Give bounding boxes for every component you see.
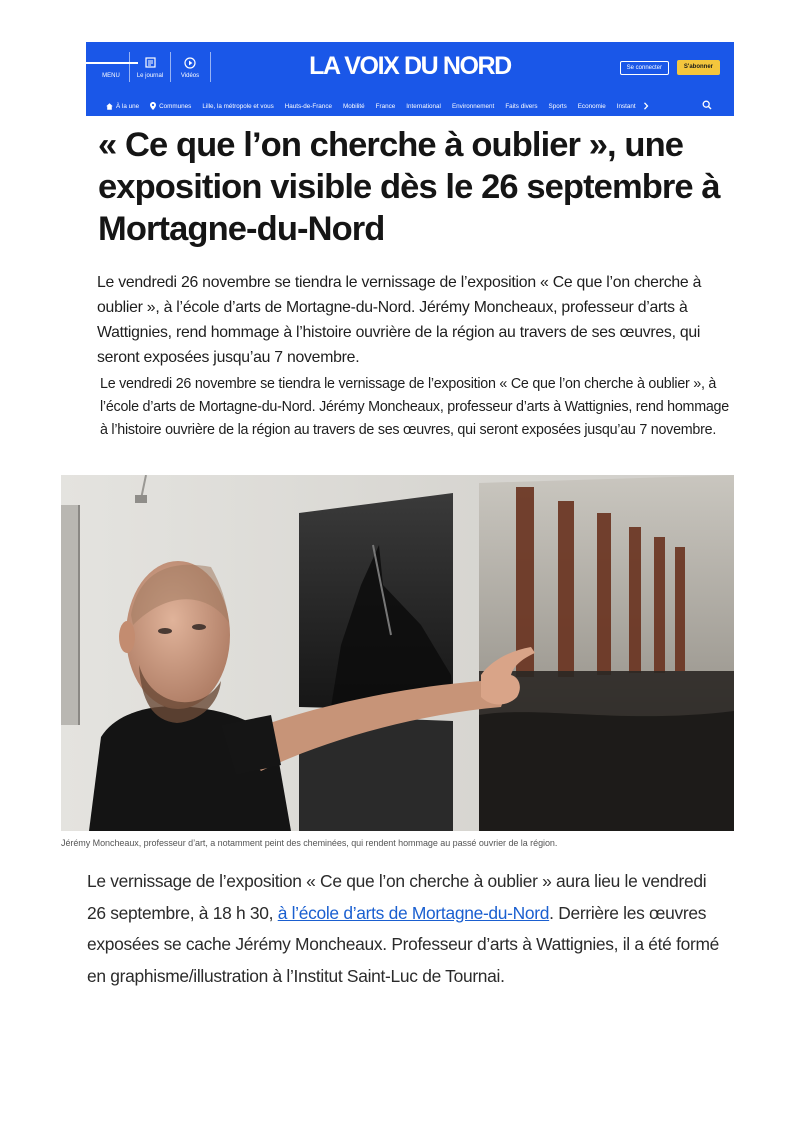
header-top-bar	[86, 42, 734, 92]
main-nav	[86, 96, 734, 116]
nav-item-lille[interactable]	[202, 103, 273, 110]
school-link[interactable]: à l’école d’arts de Mortagne-du-Nord	[277, 902, 550, 923]
site-header	[86, 42, 734, 116]
nav-item-label: Lille, la métropole et vous	[202, 102, 274, 110]
nav-item-label: Faits divers	[505, 102, 538, 110]
search-icon[interactable]	[702, 100, 712, 112]
nav-item-mobilite[interactable]	[343, 103, 365, 110]
nav-item-economie[interactable]	[578, 103, 606, 110]
article-lead: Le vendredi 26 novembre se tiendra le vernissage de l’exposition « Ce que l’on cherche à oublier », à l’école d’arts de Mortagne-du-Nord. Jérémy Moncheaux, professeur d’arts à Wattignies, rend hommage à l’histoire ouvrière de la région au travers de ses œuvres, qui seront exposées jusqu’au 7 novembre.	[97, 274, 702, 366]
login-button[interactable]: Se connecter	[620, 61, 669, 75]
article-lead-repeat: Le vendredi 26 novembre se tiendra le vernissage de l’exposition « Ce que l’on cherche à oublier », à l’école d’arts de Mortagne-du-Nord. Jérémy Moncheaux, professeur d’arts à Wattignies, rend hommage à l’histoire ouvrière de la région au travers de ses œuvres, qui seront exposées jusqu’au 7 novembre.	[100, 376, 729, 438]
journal-label: Le journal	[136, 72, 164, 79]
nav-item-france[interactable]	[376, 103, 396, 110]
nav-item-communes[interactable]	[150, 102, 191, 110]
nav-item-label: Instant	[616, 102, 636, 110]
location-pin-icon	[150, 102, 156, 110]
nav-item-faits-divers[interactable]	[505, 103, 537, 110]
subscribe-button[interactable]: S'abonner	[677, 60, 720, 75]
nav-item-sports[interactable]	[549, 103, 567, 110]
article-photo	[61, 475, 734, 831]
nav-item-label: International	[406, 102, 441, 110]
artist-painting-photo	[61, 475, 734, 831]
video-label: Vidéos	[180, 72, 200, 79]
body-text-before-link: Le vernissage de l’exposition « Ce que l’on cherche à oublier » aura lieu le vendredi 26 septembre, à 18 h 30,	[87, 871, 707, 923]
nav-item-label: À la une	[116, 102, 140, 110]
home-icon	[106, 103, 113, 110]
nav-item-environnement[interactable]	[452, 103, 494, 110]
menu-label: MENU	[102, 72, 120, 79]
nav-item-label: France	[375, 102, 396, 110]
nav-item-instant[interactable]	[617, 103, 636, 110]
photo-caption: Jérémy Moncheaux, professeur d’art, a notamment peint des cheminées, qui rendent hommage au passé ouvrier de la région.	[61, 838, 558, 848]
nav-item-international[interactable]	[406, 103, 441, 110]
nav-item-label: Environnement	[451, 102, 495, 110]
article-headline: « Ce que l’on cherche à oublier », une exposition visible dès le 26 septembre à Mortagne-du-Nord	[98, 126, 720, 248]
nav-scroll-right-chevron-icon[interactable]	[643, 102, 652, 110]
nav-item-a-la-une[interactable]	[106, 103, 139, 110]
nav-item-label: Mobilité	[342, 102, 365, 110]
article-body	[87, 866, 727, 992]
nav-item-label: Communes	[159, 102, 192, 110]
nav-item-label: Economie	[577, 102, 606, 110]
nav-item-label: Sports	[548, 102, 567, 110]
body-text-after-link: . Derrière les œuvres exposées se cache Jérémy Moncheaux. Professeur d’arts à Wattignies, il a été formé en graphisme/illustration à l’Institut Saint-Luc de Tournai.	[87, 902, 720, 986]
nav-item-label: Hauts-de-France	[284, 102, 332, 110]
site-logo[interactable]: LA VOIX DU NORD	[309, 52, 511, 80]
nav-item-hauts-de-france[interactable]	[285, 103, 332, 110]
